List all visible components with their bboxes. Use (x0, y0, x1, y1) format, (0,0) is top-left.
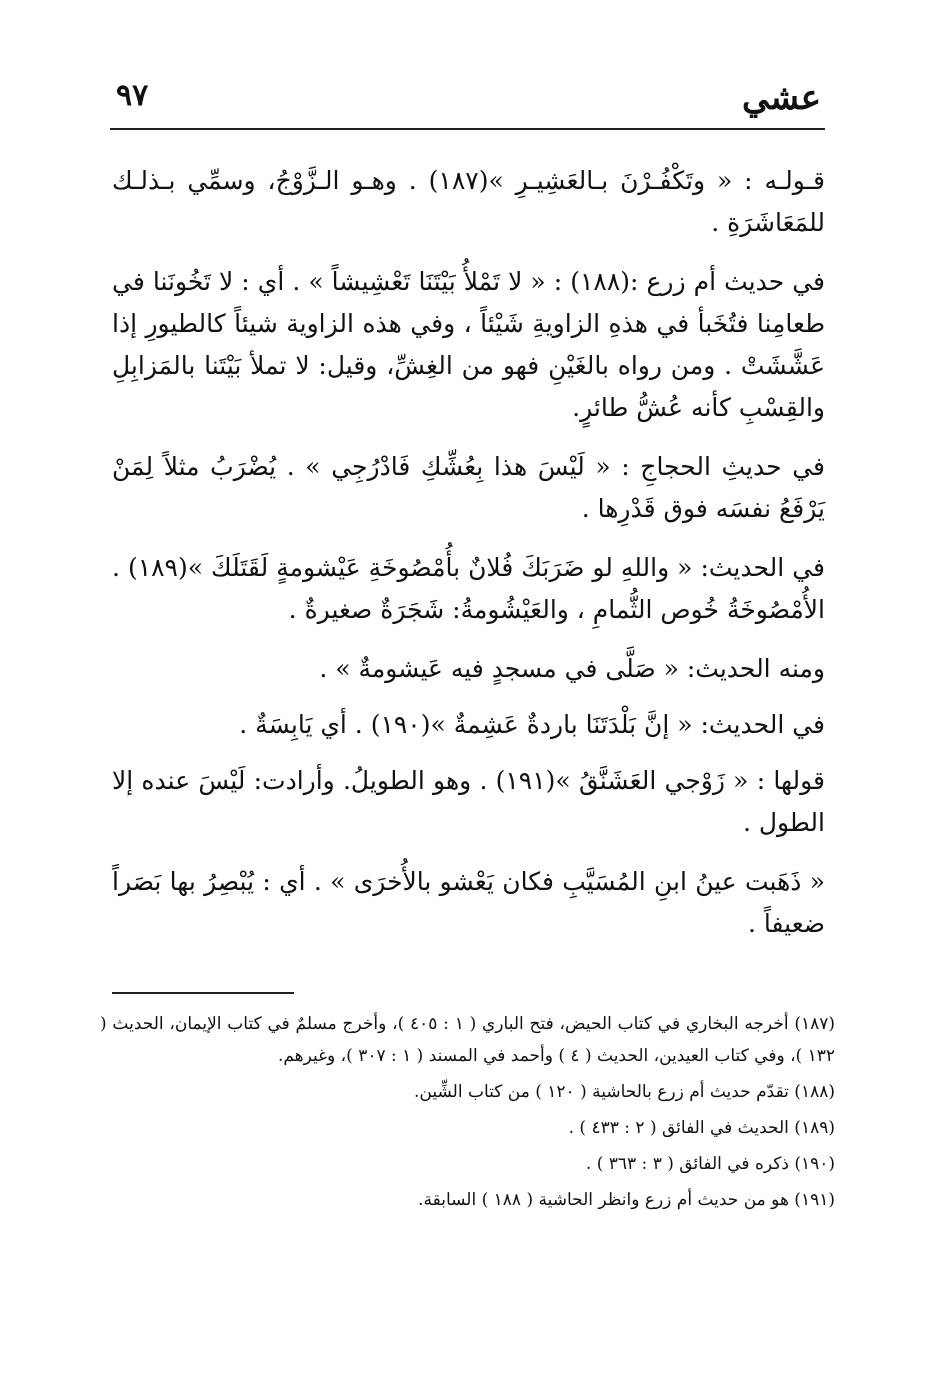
footnote: (١٨٨) تقدّم حديث أم زرع بالحاشية ( ١٢٠ ) من كتاب الشِّين. (414, 1082, 835, 1102)
main-text (112, 160, 825, 962)
page-number: ٩٧ (116, 78, 149, 113)
entry-paragraph: في حديثِ الحجاجِ : « لَيْسَ هذا بِعُشِّكِ فَادْرُجِي » . يُضْرَبُ مثلاً لِمَنْ يَرْفَعُ نفسَه فوق قَدْرِها . (112, 452, 825, 523)
footnote: (١٩٠) ذكره في الفائق ( ٣ : ٣٦٣ ) . (585, 1154, 835, 1174)
entry-paragraph: في حديث أم زرع :(١٨٨) : « لا تَمْلأُ بَيْتَنَا تَعْشِيشاً » . أي : لا تَخُونَنا في طعامِنا فتُخَبأ في هذهِ الزاويةِ شَيْئاً ، وفي هذه الزاوية شيئاً كالطيورِ إذا عَشَّشَتْ . ومن رواه بالغَيْنِ فهو من الغِشِّ، وقيل: لا تملأ بَيْتَنا بالمَزابِلِ والقِسْبِ كأنه عُشُّ طائرٍ. (112, 267, 825, 422)
footnote: (١٩١) هو من حديث أم زرع وانظر الحاشية ( ١٨٨ ) السابقة. (418, 1190, 835, 1210)
entry-paragraph: ومنه الحديث: « صَلَّى في مسجدٍ فيه عَيشومةٌ » . (319, 654, 825, 683)
entry-paragraph: « ذَهَبت عينُ ابنِ المُسَيَّبِ فكان يَعْشو بالأُخرَى » . أي : يُبْصِرُ بها بَصَراً ضعيفاً . (112, 867, 825, 938)
footnote: (١٨٧) أخرجه البخاري في كتاب الحيض، فتح الباري ( ١ : ٤٠٥ )، وأخرج مسلمٌ في كتاب الإيمان، الحديث ( ١٣٢ )، وفي كتاب العيدين، الحديث ( ٤ ) وأحمد في المسند ( ١ : ٣٠٧ )، وغيرهم. (100, 1014, 835, 1066)
entry-paragraph: قـولـه : « وتَكْفُـرْنَ بـالعَشِيـرِ »(١٨٧) . وهـو الـزَّوْجُ، وسمِّي بـذلـك للمَعَاشَرَةِ . (112, 166, 825, 237)
footnote-divider (112, 992, 294, 994)
page-header (110, 70, 825, 130)
entry-paragraph: قولها : « زَوْجي العَشَنَّقُ »(١٩١) . وهو الطويلُ. وأرادت: لَيْسَ عنده إلا الطول . (112, 766, 825, 837)
footnotes (100, 1008, 835, 1220)
entry-paragraph: في الحديث: « إنَّ بَلْدَتَنَا باردةٌ عَشِمةٌ »(١٩٠) . أي يَابِسَةٌ . (239, 710, 825, 739)
running-title: عشي (742, 78, 821, 118)
entry-paragraph: في الحديث: « واللهِ لو ضَرَبَكَ فُلانٌ بأُمْصُوخَةِ عَيْشومةٍ لَقَتَلَكَ »(١٨٩) . الأُمْصُوخَةُ خُوص الثُّمامِ ، والعَيْشُومةُ: شَجَرَةٌ صغيرةٌ . (112, 553, 825, 624)
footnote: (١٨٩) الحديث في الفائق ( ٢ : ٤٣٣ ) . (568, 1118, 835, 1138)
